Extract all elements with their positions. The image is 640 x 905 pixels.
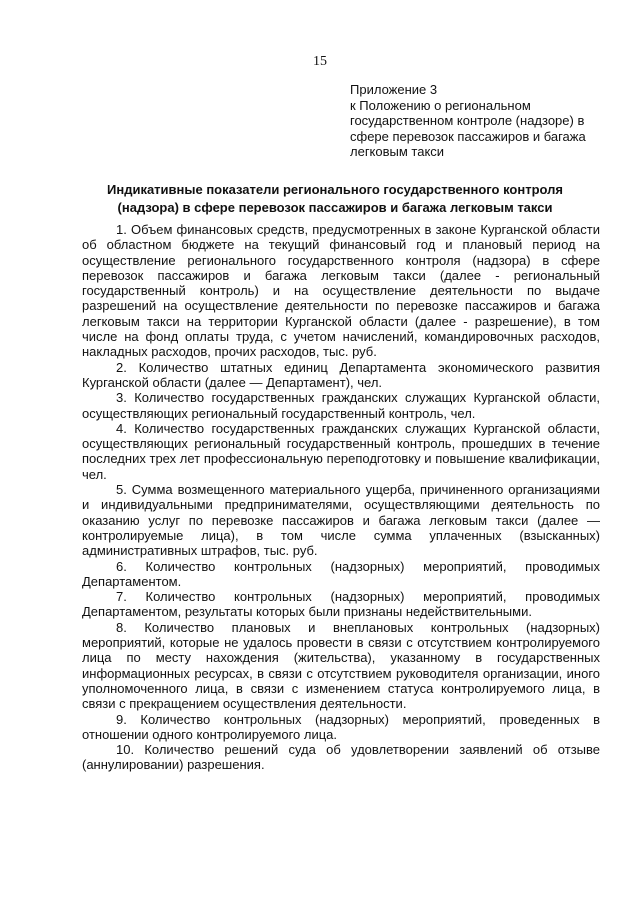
document-title-line: Индикативные показатели регионального государственного контроля — [107, 182, 563, 197]
indicator-paragraph: 1. Объем финансовых средств, предусмотренных в законе Курганской области об областном бюджете на текущий финансовый год и плановый период на осуществление регионального государственного контроля (надзора) в сфере перевозок пассажиров и багажа легковым такси (далее - региональный государственный контроль) и на осуществление деятельности по выдаче разрешений на осуществление деятельности по перевозке пассажиров и багажа легковым такси на территории Курганской области (далее - разрешение), в том числе на фонд оплаты труда, с учетом начислений, командировочных расходов, накладных расходов, прочих расходов, тыс. руб. — [82, 222, 600, 360]
appendix-header — [350, 82, 620, 160]
page-number: 15 — [313, 54, 327, 69]
indicator-paragraph: 5. Сумма возмещенного материального ущерба, причиненного организациями и индивидуальными предпринимателями, осуществляющими деятельность по оказанию услуг по перевозке пассажиров и багажа легковым такси (далее — контролируемые лица), в том числе сумма уплаченных (взысканных) административных штрафов, тыс. руб. — [82, 482, 600, 559]
appendix-line: государственном контроле (надзоре) в — [350, 113, 585, 128]
indicator-list — [82, 222, 600, 773]
appendix-line: к Положению о региональном — [350, 97, 531, 113]
indicator-paragraph: 8. Количество плановых и внеплановых контрольных (надзорных) мероприятий, которые не удалось провести в связи с отсутствием контролируемого лица по месту нахождения (жительства), указанному в государственных информационных ресурсах, в связи с отсутствием руководителя организации, иного уполномоченного лица, в связи с изменением статуса контролируемого лица, в связи с прекращением осуществления деятельности. — [82, 619, 600, 712]
indicator-paragraph: 3. Количество государственных гражданских служащих Курганской области, осуществляющих региональный государственный контроль, чел. — [82, 390, 600, 421]
document-title-line: (надзора) в сфере перевозок пассажиров и багажа легковым такси — [117, 200, 553, 215]
indicator-paragraph: 2. Количество штатных единиц Департамента экономического развития Курганской области (далее — Департамент), чел. — [82, 359, 600, 390]
indicator-paragraph: 6. Количество контрольных (надзорных) мероприятий, проводимых Департаментом. — [82, 558, 600, 589]
indicator-paragraph: 7. Количество контрольных (надзорных) мероприятий, проводимых Департаментом, результаты которых были признаны недействительными. — [82, 589, 600, 620]
appendix-line: сфере перевозок пассажиров и багажа — [350, 128, 586, 144]
appendix-line: Приложение 3 — [350, 82, 438, 97]
indicator-paragraph: 10. Количество решений суда об удовлетворении заявлений об отзыве (аннулировании) разрешения. — [82, 742, 600, 773]
document-title — [80, 181, 590, 217]
appendix-line: легковым такси — [350, 144, 445, 159]
indicator-paragraph: 9. Количество контрольных (надзорных) мероприятий, проведенных в отношении одного контролируемого лица. — [82, 711, 600, 742]
indicator-paragraph: 4. Количество государственных гражданских служащих Курганской области, осуществляющих региональный государственный контроль, прошедших в течение последних трех лет профессиональную переподготовку и повышение квалификации, чел. — [82, 420, 600, 482]
